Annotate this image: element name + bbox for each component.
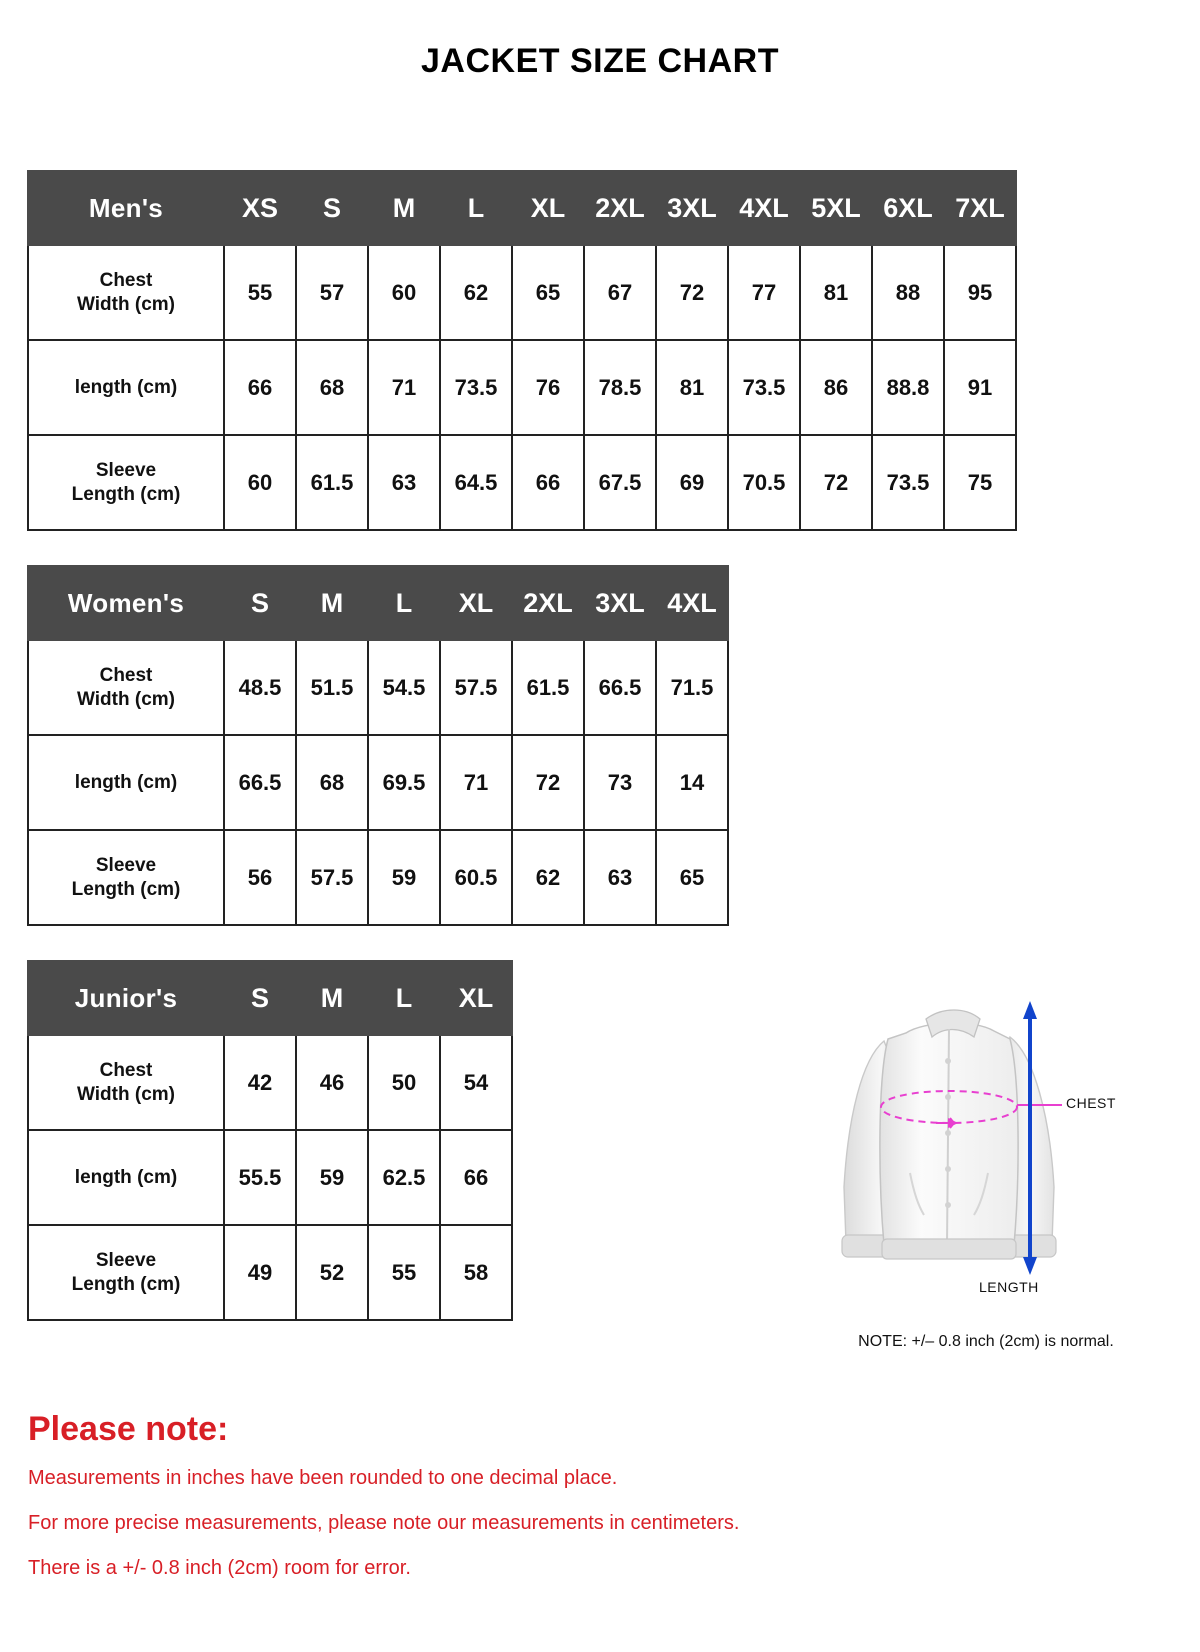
please-note-section [28, 1410, 1028, 1602]
length-measure-label: LENGTH [979, 1279, 1039, 1295]
cell-value: 56 [224, 830, 296, 925]
row-label-chest-width [28, 245, 224, 340]
juniors-size-header: S [224, 961, 296, 1035]
row-label-line2: Width (cm) [77, 293, 175, 315]
cell-value: 52 [296, 1225, 368, 1320]
cell-value: 72 [800, 435, 872, 530]
cell-value: 55 [224, 245, 296, 340]
womens-size-header: S [224, 566, 296, 640]
cell-value: 81 [656, 340, 728, 435]
cell-value: 88 [872, 245, 944, 340]
row-label-length [28, 1130, 224, 1225]
jacket-icon [814, 977, 1144, 1297]
cell-value: 60 [368, 245, 440, 340]
juniors-corner-label: Junior's [28, 961, 224, 1035]
cell-value: 88.8 [872, 340, 944, 435]
juniors-size-header: M [296, 961, 368, 1035]
cell-value: 71 [368, 340, 440, 435]
cell-value: 62 [440, 245, 512, 340]
juniors-size-header: L [368, 961, 440, 1035]
cell-value: 63 [584, 830, 656, 925]
cell-value: 72 [656, 245, 728, 340]
cell-value: 81 [800, 245, 872, 340]
cell-value: 86 [800, 340, 872, 435]
row-label-length [28, 340, 224, 435]
row-label-sleeve-length [28, 435, 224, 530]
table-row [28, 1225, 512, 1320]
womens-size-header: XL [440, 566, 512, 640]
table-row [28, 1035, 512, 1130]
row-label-line1: Chest [99, 269, 153, 291]
womens-size-header: 3XL [584, 566, 656, 640]
row-label-line2: Width (cm) [77, 1083, 175, 1105]
cell-value: 57.5 [440, 640, 512, 735]
cell-value: 66 [440, 1130, 512, 1225]
jacket-measurement-figure [800, 977, 1172, 1351]
cell-value: 66 [224, 340, 296, 435]
mens-size-header: 7XL [944, 171, 1016, 245]
cell-value: 69.5 [368, 735, 440, 830]
cell-value: 54 [440, 1035, 512, 1130]
row-label-line2: Length (cm) [71, 878, 181, 900]
mens-size-header: XL [512, 171, 584, 245]
cell-value: 50 [368, 1035, 440, 1130]
cell-value: 60.5 [440, 830, 512, 925]
row-label-line1: Sleeve [95, 1249, 157, 1271]
row-label-line2: Length (cm) [71, 483, 181, 505]
row-label-line1: Chest [99, 664, 153, 686]
cell-value: 68 [296, 340, 368, 435]
figure-note: NOTE: +/– 0.8 inch (2cm) is normal. [858, 1333, 1114, 1350]
please-note-heading: Please note: [28, 1410, 229, 1448]
chest-measure-label: CHEST [1066, 1095, 1116, 1111]
please-note-line: There is a +/- 0.8 inch (2cm) room for error. [28, 1557, 411, 1579]
cell-value: 73.5 [872, 435, 944, 530]
womens-size-header: M [296, 566, 368, 640]
row-label-line1: Sleeve [95, 854, 157, 876]
cell-value: 49 [224, 1225, 296, 1320]
cell-value: 61.5 [512, 640, 584, 735]
cell-value: 72 [512, 735, 584, 830]
mens-size-header: 2XL [584, 171, 656, 245]
cell-value: 57 [296, 245, 368, 340]
juniors-size-table [27, 960, 513, 1321]
cell-value: 55.5 [224, 1130, 296, 1225]
please-note-line: For more precise measurements, please note our measurements in centimeters. [28, 1512, 740, 1534]
mens-corner-label: Men's [28, 171, 224, 245]
mens-size-header: 3XL [656, 171, 728, 245]
row-label-sleeve-length [28, 1225, 224, 1320]
womens-size-table [27, 565, 729, 926]
cell-value: 46 [296, 1035, 368, 1130]
mens-size-header: S [296, 171, 368, 245]
row-label-line1: Sleeve [95, 459, 157, 481]
row-label-length [28, 735, 224, 830]
page-title: JACKET SIZE CHART [421, 42, 779, 80]
womens-corner-label: Women's [28, 566, 224, 640]
cell-value: 57.5 [296, 830, 368, 925]
row-label-line1: length (cm) [74, 1166, 178, 1188]
cell-value: 61.5 [296, 435, 368, 530]
mens-header-row [28, 171, 1016, 245]
row-label-chest-width [28, 1035, 224, 1130]
cell-value: 51.5 [296, 640, 368, 735]
jacket-illustration [814, 977, 1144, 1297]
cell-value: 66.5 [584, 640, 656, 735]
mens-size-table [27, 170, 1017, 531]
row-label-line1: length (cm) [74, 376, 178, 398]
table-row [28, 830, 728, 925]
cell-value: 63 [368, 435, 440, 530]
cell-value: 70.5 [728, 435, 800, 530]
cell-value: 59 [368, 830, 440, 925]
cell-value: 67 [584, 245, 656, 340]
cell-value: 64.5 [440, 435, 512, 530]
mens-size-header: XS [224, 171, 296, 245]
cell-value: 71.5 [656, 640, 728, 735]
womens-size-header: 4XL [656, 566, 728, 640]
cell-value: 59 [296, 1130, 368, 1225]
table-row [28, 1130, 512, 1225]
mens-size-header: 4XL [728, 171, 800, 245]
juniors-size-header: XL [440, 961, 512, 1035]
mens-size-header: 5XL [800, 171, 872, 245]
cell-value: 48.5 [224, 640, 296, 735]
cell-value: 73.5 [440, 340, 512, 435]
row-label-line2: Width (cm) [77, 688, 175, 710]
please-note-line: Measurements in inches have been rounded to one decimal place. [28, 1467, 618, 1489]
row-label-line2: Length (cm) [71, 1273, 181, 1295]
cell-value: 76 [512, 340, 584, 435]
cell-value: 91 [944, 340, 1016, 435]
cell-value: 95 [944, 245, 1016, 340]
cell-value: 73 [584, 735, 656, 830]
cell-value: 65 [656, 830, 728, 925]
cell-value: 73.5 [728, 340, 800, 435]
cell-value: 65 [512, 245, 584, 340]
table-row [28, 340, 1016, 435]
cell-value: 58 [440, 1225, 512, 1320]
cell-value: 78.5 [584, 340, 656, 435]
row-label-line1: Chest [99, 1059, 153, 1081]
row-label-chest-width [28, 640, 224, 735]
cell-value: 55 [368, 1225, 440, 1320]
cell-value: 14 [656, 735, 728, 830]
cell-value: 42 [224, 1035, 296, 1130]
cell-value: 62 [512, 830, 584, 925]
mens-size-header: 6XL [872, 171, 944, 245]
cell-value: 62.5 [368, 1130, 440, 1225]
mens-size-header: L [440, 171, 512, 245]
womens-size-header: 2XL [512, 566, 584, 640]
cell-value: 60 [224, 435, 296, 530]
cell-value: 71 [440, 735, 512, 830]
table-row [28, 640, 728, 735]
table-row [28, 435, 1016, 530]
cell-value: 54.5 [368, 640, 440, 735]
mens-size-header: M [368, 171, 440, 245]
cell-value: 68 [296, 735, 368, 830]
juniors-header-row [28, 961, 512, 1035]
row-label-line1: length (cm) [74, 771, 178, 793]
cell-value: 77 [728, 245, 800, 340]
table-row [28, 245, 1016, 340]
cell-value: 75 [944, 435, 1016, 530]
cell-value: 66.5 [224, 735, 296, 830]
cell-value: 66 [512, 435, 584, 530]
womens-size-header: L [368, 566, 440, 640]
cell-value: 67.5 [584, 435, 656, 530]
row-label-sleeve-length [28, 830, 224, 925]
womens-header-row [28, 566, 728, 640]
table-row [28, 735, 728, 830]
cell-value: 69 [656, 435, 728, 530]
